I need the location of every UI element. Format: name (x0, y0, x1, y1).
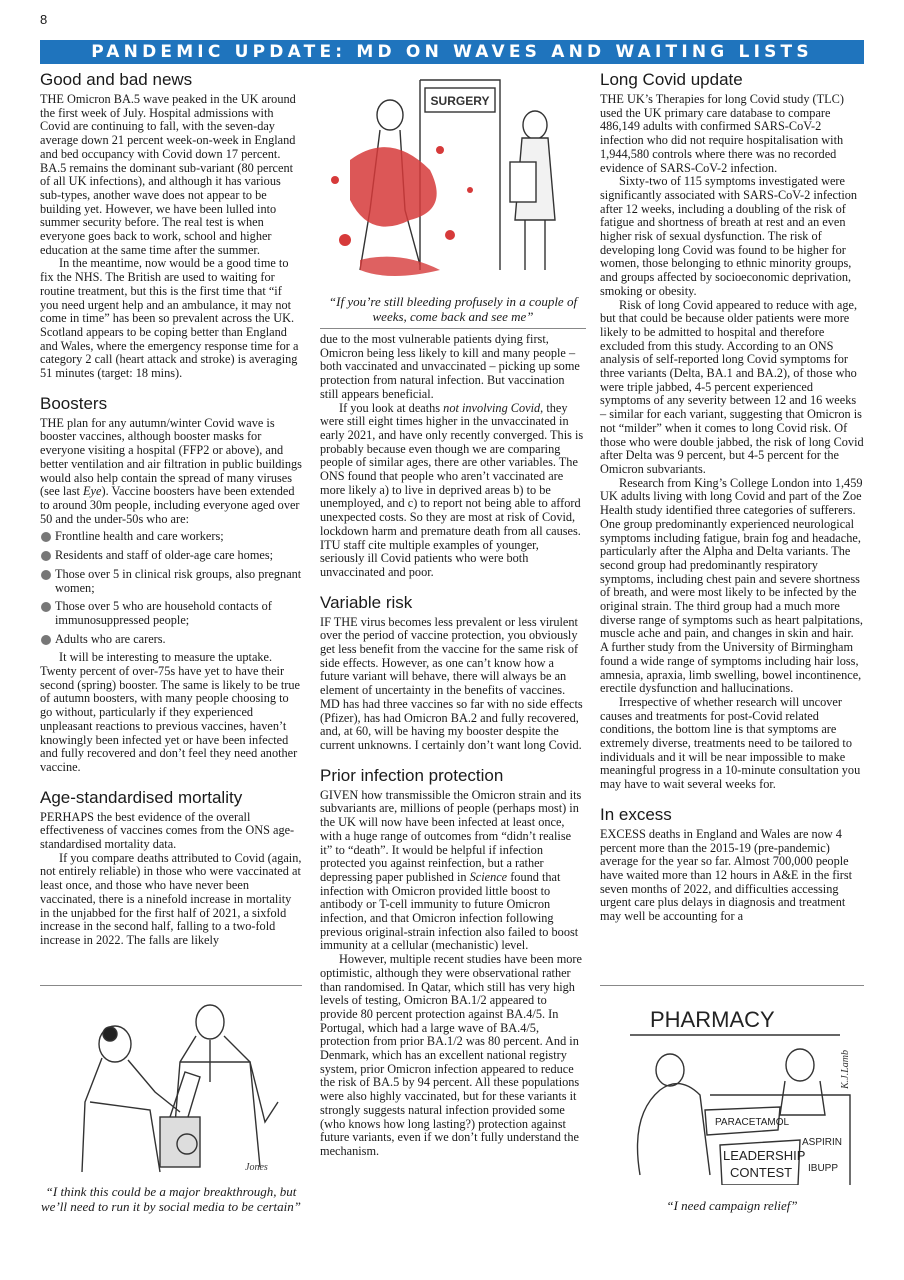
heading-long-covid: Long Covid update (600, 70, 743, 89)
column-1 (40, 70, 302, 948)
pharmacy-sign-text: PHARMACY (650, 1007, 775, 1032)
ibupp-label: IBUPP (808, 1163, 839, 1174)
bullet-icon (41, 551, 51, 561)
cartoonist-signature: K.J.Lamb (840, 1050, 851, 1089)
page-number: 8 (40, 12, 48, 27)
paragraph: IF THE virus becomes less prevalent or less virulent over the period of vaccine protection, you obviously get less benefit from the vaccine for the same risk of side effects. However, as one can’t know how a future variant will behave, there will always be an element of uncertainty in the benefits of vaccines. MD has had three vaccines so far with no side effects (Pfizer), has had Omicron BA.2 and fully recovered, and, at 60, will be having my booster despite the current unknowns. I certainly don’t want long Covid. (320, 614, 583, 752)
svg-text:Jones: Jones (245, 1162, 268, 1173)
paragraph: It will be interesting to measure the uptake. Twenty percent of over-75s have yet to have their second (spring) booster. The same is likely to be true of autumn boosters, with many people choosing to go without, particularly if they experienced unpleasant reactions to previous vaccines, haven’t knowingly been infected yet or have been infected and fully recovered and don’t feel they need another vaccine. (40, 650, 300, 774)
list-item: Those over 5 who are household contacts of immunosuppressed people; (40, 600, 302, 627)
heading-prior-infection: Prior infection protection (320, 765, 504, 785)
column-3 (600, 70, 864, 924)
paragraph: THE UK’s Therapies for long Covid study (TLC) used the UK primary care database to compare 486,149 adults with confirmed SARS-CoV-2 infection who did not require hospitalisation with 1,944,580 controls where there was no recorded evidence of SARS-CoV-2 infection. (600, 92, 844, 175)
paragraph: EXCESS deaths in England and Wales are now 4 percent more than the 2015-19 (pre-pandemic) average for the year so far. Almost 700,000 people have waited more than 12 hours in A&E in the first seven months of 2022, and difficulties accessing urgent care plus delays in diagnosis and treatment may well be accounting for a (600, 826, 853, 924)
bullet-icon (41, 532, 51, 542)
paragraph: If you look at deaths not involving Covid, they were still eight times higher in the unvaccinated in early 2021, and have only recently converged. This is probably because even though we are comparing people of similar ages, there are other variables. The ONS found that people who aren’t vaccinated are more likely a) to live in deprived areas b) to be unemployed, and c) to report not being able to afford unexpected costs. So they are most at risk of Covid, lockdown harm and premature death from all causes. ITU staff cite multiple examples of younger, seriously ill Covid patients who were both unvaccinated and poor. (320, 400, 584, 579)
paragraph: Sixty-two of 115 symptoms investigated were significantly associated with SARS-CoV-2 infection after 12 weeks, including a doubling of the risk of fatigue and shortness of breath at rest and an even higher risk of sexual dysfunction. The risk of developing long Covid was found to be higher for women, those belonging to ethnic minority groups, and groups affected by socioeconomic deprivation, smoking or obesity. (600, 174, 858, 298)
heading-variable-risk: Variable risk (320, 592, 413, 612)
aspirin-label: ASPIRIN (802, 1137, 843, 1148)
cartoon-caption: “I need campaign relief” (666, 1198, 798, 1213)
heading-age-standardised-mortality: Age-standardised mortality (40, 787, 243, 807)
paragraph: In the meantime, now would be a good time to fix the NHS. The British are used to waiting for routine treatment, but this is the first time that “if you need urgent help and an ambulance, it may not come in time” has been so prevalent across the UK. Scotland appears to be coping better than England and Wales, where the emergency response time for a category 2 call (heart attack and stroke) is averaging 51 minutes (target: 18 mins). (40, 256, 299, 381)
paragraph: Irrespective of whether research will uncover causes and treatments for post-Covid related conditions, the bottom line is that symptoms are extremely diverse, treatments need to be tailored to individuals and it will be near impossible to make meaningful progress in a 10-minute consultation you may have to wait several weeks for. (600, 694, 861, 792)
paragraph: THE Omicron BA.5 wave peaked in the UK around the first week of July. Hospital admissions with Covid are continuing to fall, with the seven-day average down 21 percent week-on-week in England and bed occupancy with Covid down 17 percent. BA.5 remains the dominant sub-variant (80 percent of all UK infections), and although it has various sub-types, another wave does not appear to be building yet. However, we have been lulled into summer security before. The real test is when everyone goes back to work, school and higher education at the same time after the summer. (40, 92, 296, 257)
pharmacy-cartoon (610, 995, 860, 1185)
heading-good-bad-news: Good and bad news (40, 70, 193, 89)
divider (40, 985, 302, 986)
cartoon-caption: “If you’re still bleeding profusely in a couple of weeks, come back and see me” (328, 294, 578, 324)
paragraph: GIVEN how transmissible the Omicron strain and its subvariants are, millions of people (perhaps most) in the UK will now have been infected at least once, with a huge range of outcomes from “didn’t realise it” to “death”. It would be helpful if infection protected you against reinfection, but a rather depressing paper published in Science found that infection with Omicron provided little boost to antibody or T-cell immunity to future Omicron infection, and that Omicron infection following previous original-strain infection also failed to boost immunity at a cellular (mechanistic) level. (320, 787, 582, 953)
divider (600, 985, 864, 986)
cartoon-caption: “I think this could be a major breakthrough, but we’ll need to run it by social media to be certain” (41, 1184, 301, 1214)
bullet-icon (41, 570, 51, 580)
heading-boosters: Boosters (40, 393, 108, 413)
booster-list (40, 530, 302, 646)
paragraph: However, multiple recent studies have been more optimistic, although they were observational rather than randomised. In Qatar, which still has very high levels of testing, Omicron BA.1/2 appeared to provide 80 percent protection against BA.4/5. In Portugal, which had a large wave of BA.4/5, protection from prior BA.1/2 was 80 percent. And in Denmark, which has an excellent national registry system, prior Omicron infection appeared to reduce the risk of BA.5 by 94 percent. All these populations were also highly vaccinated, but for these variants it strongly suggests natural infection provided some (who knows how long lasting?) protection against future variants, even if we don’t fully understand the mechanism. (320, 952, 582, 1158)
paragraph: THE plan for any autumn/winter Covid wave is booster vaccines, although booster masks for everyone visiting a hospital (FFP2 or above), and better ventilation and air filtration in public buildings would also help contain the spread of many viruses (see last Eye). Vaccine boosters have been extended to around 30m people, including everyone aged over 50 and the under-50s who are: (40, 415, 302, 526)
list-item: Residents and staff of older-age care homes; (40, 549, 302, 563)
heading-in-excess: In excess (600, 804, 672, 824)
paragraph: PERHAPS the best evidence of the overall effectiveness of vaccines comes from the ONS age-standardised mortality data. (40, 809, 295, 852)
divider (320, 328, 586, 329)
contest-label: CONTEST (730, 1165, 793, 1180)
surgery-sign-text: SURGERY (430, 94, 490, 108)
paragraph: due to the most vulnerable patients dying first, Omicron being less likely to kill and many people – both vaccinated and unvaccinated – picking up some protection from natural infection. But vaccination still appears beneficial. (320, 332, 580, 401)
paragraph: Risk of long Covid appeared to reduce with age, but that could be because older patients were more likely to be admitted to hospital and therefore excluded from this study. According to an ONS analysis of self-reported long Covid symptoms for three variants (Delta, BA.1 and BA.2), of those who were triple jabbed, 4-5 percent experienced symptoms of any severity between 12 and 16 weeks – similar for each variant, suggesting that Omicron is not “milder” when it comes to long Covid risk. Of those who were double jabbed, the risk of long Covid after Delta was 9 percent, but 4-5 percent for the Omicron subvariants. (600, 297, 864, 476)
column-2 (320, 333, 586, 1159)
leadership-label: LEADERSHIP (723, 1148, 806, 1163)
surgery-cartoon (330, 70, 580, 290)
paragraph: If you compare deaths attributed to Covid (again, not entirely reliable) in those who were vaccinated at least once, and those who have never been vaccinated, there is a ninefold increase in mortality in the unjabbed for the first half of 2021, a sixfold increase in the second half, falling to a two-fold increase in 2022. The falls are likely (40, 850, 302, 947)
section-banner: PANDEMIC UPDATE: MD ON WAVES AND WAITING LISTS (40, 40, 864, 64)
list-item: Frontline health and care workers; (40, 530, 302, 544)
bullet-icon (41, 635, 51, 645)
scientists-cartoon (60, 992, 290, 1182)
list-item: Those over 5 in clinical risk groups, also pregnant women; (40, 568, 302, 595)
list-item: Adults who are carers. (40, 633, 302, 647)
paracetamol-label: PARACETAMOL (715, 1117, 790, 1128)
paragraph: Research from King’s College London into 1,459 UK adults living with long Covid and part of the Zoe Health study identified three categories of sufferers. One group predominantly experienced neurological symptoms including fatigue, brain fog and headache, particularly after the Alpha and Delta variants. The second group had predominantly respiratory symptoms, including chest pain and severe shortness of breath, and were most likely to be infected by the original strain. The third group had a much more diverse range of symptoms such as heart palpitations, muscle ache and pain, and changes in skin and hair. A further study from the University of Birmingham found a wide range of symptoms including hair loss, amnesia, apraxia, limb swelling, bowel incontinence, erectile dysfunction and hallucinations. (600, 475, 863, 696)
bullet-icon (41, 602, 51, 612)
